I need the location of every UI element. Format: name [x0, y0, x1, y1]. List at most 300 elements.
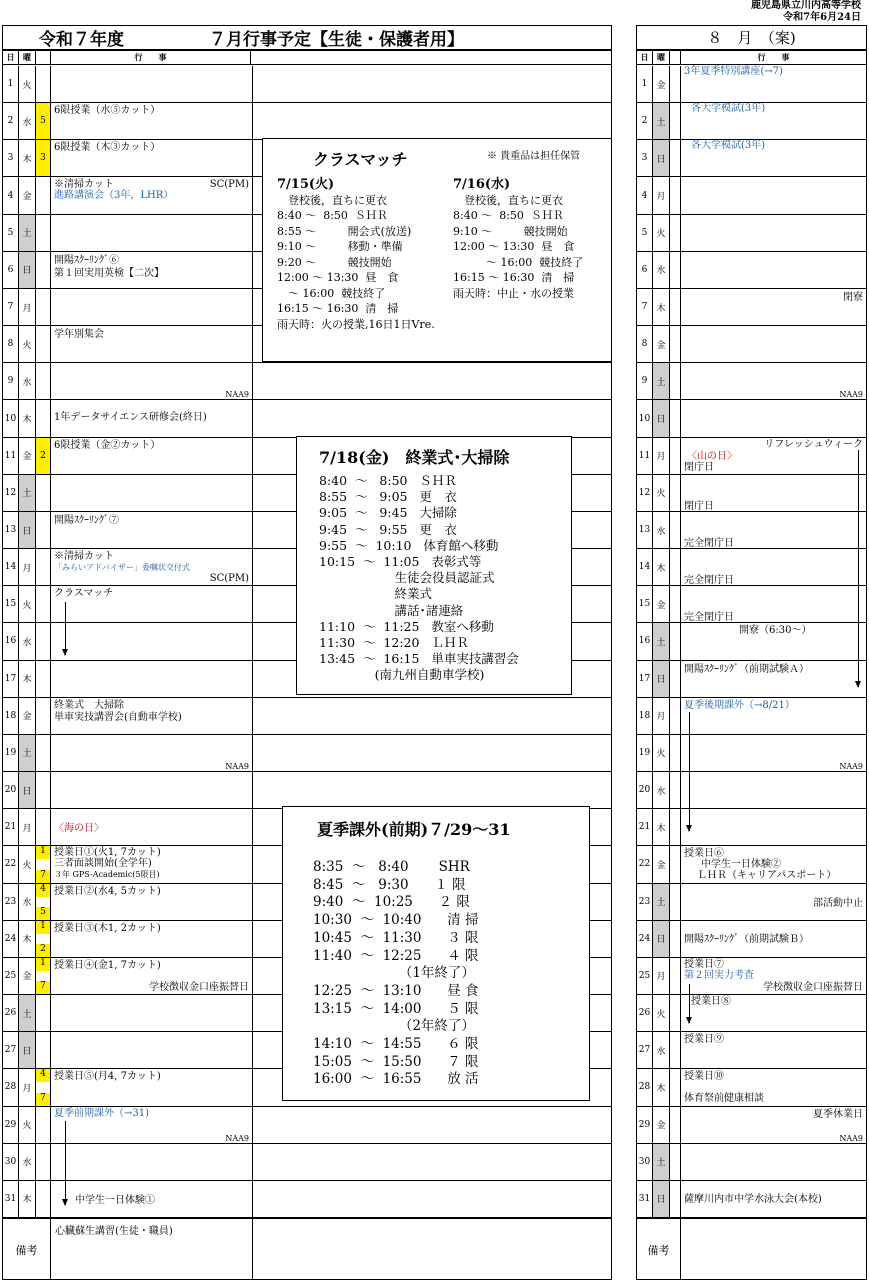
closing-lines-line: 9:45 ～ 9:55 更 衣 — [319, 521, 457, 537]
july-period-28 — [36, 1069, 51, 1105]
august-period-10 — [670, 400, 681, 436]
july-events-17 — [51, 661, 253, 697]
august-row-15 — [637, 586, 866, 623]
august-events-1 — [681, 66, 866, 102]
arrow-class-match-icon — [65, 602, 66, 654]
july-row-10 — [3, 400, 611, 437]
summer-lines-line: 15:05 ～ 15:50 ７ 限 — [313, 1053, 479, 1070]
august-row-24 — [637, 921, 866, 958]
august-row-17 — [637, 661, 866, 698]
august-day-28: 28 — [637, 1069, 653, 1105]
july-weekday-21: 月 — [19, 809, 36, 845]
august-events-28 — [681, 1069, 866, 1105]
august-day-12: 12 — [637, 475, 653, 511]
august-event: 部活動中止 — [813, 897, 863, 909]
august-day-22: 22 — [637, 846, 653, 882]
class_match-right-line: 登校後，直ちに更衣 — [453, 193, 563, 207]
class-match-title: クラスマッチ — [313, 150, 408, 169]
closing-lines-line: 13:45 ～ 16:15 単車実技講習会 — [319, 651, 519, 667]
august-period-14 — [670, 549, 681, 585]
july-events-15 — [51, 586, 253, 622]
class_match-left-line: 8:40 ～ 8:50 ＳＨＲ — [277, 209, 388, 222]
august-day-27: 27 — [637, 1032, 653, 1068]
july-event: SC(PM) — [209, 573, 249, 585]
july-events-20 — [51, 772, 253, 808]
july-day-15: 15 — [3, 586, 19, 622]
summer-lines-line: 11:40 ～ 12:25 ４ 限 — [313, 947, 479, 964]
closing-lines-line: 生徒会役員認証式 — [319, 570, 495, 586]
august-day-25: 25 — [637, 958, 653, 994]
august-period-12 — [670, 475, 681, 511]
august-event: 授業日⑨ — [684, 1034, 724, 1046]
july-weekday-5: 土 — [19, 215, 36, 251]
august-day-11: 11 — [637, 438, 653, 474]
august-weekday-3: 日 — [653, 140, 670, 176]
closing-lines-line: 終業式 — [319, 586, 432, 602]
august-event: NAA9 — [839, 1133, 863, 1143]
august-weekday-20: 水 — [653, 772, 670, 808]
august-day-24: 24 — [637, 921, 653, 957]
july-events-30 — [51, 1144, 253, 1180]
august-period-25 — [670, 958, 681, 994]
july-period-18 — [36, 698, 51, 734]
july-header-weekday: 曜 — [19, 51, 36, 64]
july-header-period — [36, 51, 51, 64]
august-row-31 — [637, 1181, 866, 1218]
july-weekday-18: 金 — [19, 698, 36, 734]
august-day-7: 7 — [637, 289, 653, 325]
august-row-1 — [637, 66, 866, 103]
august-event: 中学生一日体験② — [701, 859, 781, 871]
july-event: 6限授業（木③カット） — [54, 142, 161, 154]
august-weekday-8: 金 — [653, 326, 670, 362]
summer-lines-line: 8:35 ～ 8:40 SHR — [313, 859, 470, 875]
august-events-15 — [681, 586, 866, 622]
july-events-22 — [51, 846, 253, 882]
august-day-31: 31 — [637, 1181, 653, 1217]
july-weekday-25: 金 — [19, 958, 36, 994]
july-event: 夏季前期課外（→31) — [54, 1107, 150, 1119]
class_match-right-line: 9:10 ～ 競技開始 — [453, 224, 568, 238]
july-row-1 — [3, 66, 611, 103]
august-events-31 — [681, 1181, 866, 1217]
july-event: NAA9 — [225, 390, 249, 400]
july-period-29 — [36, 1107, 51, 1143]
july-day-26: 26 — [3, 995, 19, 1031]
august-events-6 — [681, 252, 866, 288]
august-weekday-22: 金 — [653, 846, 670, 882]
july-weekday-30: 水 — [19, 1144, 36, 1180]
august-header-weekday: 曜 — [653, 51, 670, 64]
august-weekday-9: 土 — [653, 363, 670, 399]
summer-title: 夏季課外(前期)７/29～31 — [317, 820, 511, 839]
july-period-start: 4 — [36, 884, 50, 897]
august-weekday-15: 金 — [653, 586, 670, 622]
arrow-exam-icon — [689, 984, 690, 1023]
august-row-9 — [637, 363, 866, 400]
july-period-2 — [36, 103, 51, 139]
august-period-20 — [670, 772, 681, 808]
august-weekday-30: 土 — [653, 1144, 670, 1180]
august-event: 完全閉庁日 — [684, 575, 734, 587]
july-remarks-text: 心臓蘇生講習(生徒・職員) — [55, 1226, 173, 1237]
july-period-25 — [36, 958, 51, 994]
july-title: 令和７年度 ７月行事予定【生徒・保護者用】 — [3, 26, 611, 51]
august-period-22 — [670, 846, 681, 882]
august-row-29 — [637, 1107, 866, 1144]
july-events-25 — [51, 958, 253, 994]
july-day-5: 5 — [3, 215, 19, 251]
july-period-6 — [36, 252, 51, 288]
july-events-9 — [51, 363, 253, 399]
august-weekday-11: 月 — [653, 438, 670, 474]
august-events-21 — [681, 809, 866, 845]
august-weekday-28: 木 — [653, 1069, 670, 1105]
august-weekday-5: 火 — [653, 215, 670, 251]
july-period-27 — [36, 1032, 51, 1068]
august-day-30: 30 — [637, 1144, 653, 1180]
july-weekday-9: 水 — [19, 363, 36, 399]
july-period-13 — [36, 512, 51, 548]
august-weekday-13: 水 — [653, 512, 670, 548]
august-day-29: 29 — [637, 1107, 653, 1143]
july-row-30 — [3, 1144, 611, 1181]
july-day-21: 21 — [3, 809, 19, 845]
class_match-left-line: 9:10 ～ 移動・準備 — [277, 240, 403, 253]
august-event: 閉庁日 — [684, 500, 714, 512]
august-events-18 — [681, 698, 866, 734]
summer-lines-line: 10:30 ～ 10:40 清 掃 — [313, 912, 479, 929]
july-day-25: 25 — [3, 958, 19, 994]
august-events-29 — [681, 1107, 866, 1143]
july-period-7 — [36, 289, 51, 325]
july-row-19 — [3, 735, 611, 772]
july-day-20: 20 — [3, 772, 19, 808]
class_match-left-line: 8:55 ～ 開会式(放送) — [277, 224, 412, 238]
july-event: 授業日②(水4, 5カット) — [54, 885, 161, 897]
august-events-4 — [681, 177, 866, 213]
july-event: NAA9 — [225, 761, 249, 771]
august-row-20 — [637, 772, 866, 809]
august-day-8: 8 — [637, 326, 653, 362]
august-header-period — [670, 51, 681, 64]
august-weekday-23: 土 — [653, 884, 670, 920]
august-events-25 — [681, 958, 866, 994]
july-row-20 — [3, 772, 611, 809]
august-day-10: 10 — [637, 400, 653, 436]
closing-lines-line: (南九州自動車学校) — [319, 667, 485, 683]
class_match-left-line: 7/15(火) — [277, 177, 335, 192]
july-period-9 — [36, 363, 51, 399]
school-name: 鹿児島県立川内高等学校 — [751, 0, 861, 11]
august-weekday-25: 月 — [653, 958, 670, 994]
august-period-19 — [670, 735, 681, 771]
july-weekday-11: 金 — [19, 438, 36, 474]
august-row-12 — [637, 475, 866, 512]
summer-lines-line: 8:45 ～ 9:30 １ 限 — [313, 876, 466, 893]
july-event: 三者面談開始(全学年) — [54, 858, 152, 870]
class-match-box — [262, 138, 612, 362]
july-period-10 — [36, 400, 51, 436]
july-events-18 — [51, 698, 253, 734]
august-day-5: 5 — [637, 215, 653, 251]
august-weekday-1: 金 — [653, 66, 670, 102]
july-period-17 — [36, 661, 51, 697]
july-period-end: 2 — [36, 944, 50, 957]
july-event: ３年 GPS-Academic(5限目) — [54, 870, 160, 880]
july-weekday-31: 木 — [19, 1181, 36, 1217]
august-event: 完全閉庁日 — [684, 537, 734, 549]
closing-lines-line: 10:15 ～ 11:05 表彰式等 — [319, 554, 482, 569]
august-events-27 — [681, 1032, 866, 1068]
august-weekday-26: 火 — [653, 995, 670, 1031]
august-day-18: 18 — [637, 698, 653, 734]
july-events-28 — [51, 1069, 253, 1105]
july-weekday-7: 月 — [19, 289, 36, 325]
august-weekday-2: 土 — [653, 103, 670, 139]
closing-lines-line: 8:40 ～ 8:50 ＳＨＲ — [319, 473, 457, 488]
august-events-16 — [681, 623, 866, 659]
arrow-summer-class-icon — [65, 1121, 66, 1205]
july-event: 授業日④(金1, 7カット) — [54, 959, 161, 971]
july-day-10: 10 — [3, 400, 19, 436]
july-weekday-16: 水 — [19, 623, 36, 659]
closing-ceremony-box — [296, 436, 572, 695]
august-event: 3年夏季特別講座(→7) — [684, 66, 783, 77]
august-period-29 — [670, 1107, 681, 1143]
august-row-11 — [637, 438, 866, 475]
august-row-30 — [637, 1144, 866, 1181]
july-day-1: 1 — [3, 66, 19, 102]
july-row-29 — [3, 1107, 611, 1144]
august-events-20 — [681, 772, 866, 808]
july-event: 6限授業（金②カット） — [54, 439, 161, 451]
august-weekday-12: 火 — [653, 475, 670, 511]
summer-lines-line: 10:45 ～ 11:30 ３ 限 — [313, 929, 479, 946]
closing-lines-line: 11:30 ～ 12:20 ＬＨＲ — [319, 635, 469, 650]
july-event: 〈海の日〉 — [54, 823, 104, 835]
august-weekday-21: 木 — [653, 809, 670, 845]
july-events-10 — [51, 400, 253, 436]
july-period-1 — [36, 66, 51, 102]
august-event: 〈山の日〉 — [687, 450, 737, 462]
july-events-4 — [51, 177, 253, 213]
july-day-18: 18 — [3, 698, 19, 734]
issue-date: 令和7年6月24日 — [783, 12, 861, 23]
july-day-17: 17 — [3, 661, 19, 697]
august-weekday-27: 水 — [653, 1032, 670, 1068]
july-event: クラスマッチ — [54, 588, 114, 600]
august-period-30 — [670, 1144, 681, 1180]
august-header-events: 行 事 — [757, 52, 790, 62]
july-period-start: 1 — [36, 846, 50, 859]
august-day-4: 4 — [637, 177, 653, 213]
august-row-7 — [637, 289, 866, 326]
july-events-14 — [51, 549, 253, 585]
july-event: ※清掃カット — [54, 551, 114, 563]
august-period-5 — [670, 215, 681, 251]
july-events-7 — [51, 289, 253, 325]
august-row-13 — [637, 512, 866, 549]
july-period-8 — [36, 326, 51, 362]
july-event: 第１回実用英検【二次】 — [54, 267, 164, 279]
august-event: 薩摩川内市中学水泳大会(本校) — [684, 1193, 822, 1205]
august-row-22 — [637, 846, 866, 883]
august-row-6 — [637, 252, 866, 289]
july-period-end: 7 — [36, 981, 50, 994]
august-events-19 — [681, 735, 866, 771]
july-weekday-29: 火 — [19, 1107, 36, 1143]
august-day-13: 13 — [637, 512, 653, 548]
august-period-1 — [670, 66, 681, 102]
class_match-right-line: 雨天時：中止・水の授業 — [453, 286, 574, 300]
july-remarks-label: 備考 — [3, 1219, 51, 1280]
august-weekday-19: 火 — [653, 735, 670, 771]
july-header-events: 行 事 — [51, 51, 251, 64]
july-period-24 — [36, 921, 51, 957]
august-event: 夏季後期課外（→8/21） — [684, 699, 795, 711]
summer-lines-line: 9:40 ～ 10:25 ２ 限 — [313, 894, 470, 911]
class_match-right-line: ～ 16:00 競技終了 — [453, 255, 584, 269]
august-row-16 — [637, 623, 866, 660]
august-events-12 — [681, 475, 866, 511]
july-day-28: 28 — [3, 1069, 19, 1105]
class_match-right-line: 8:40 ～ 8:50 ＳＨＲ — [453, 209, 564, 222]
august-event: 学校徴収金口座振替日 — [763, 981, 863, 993]
august-weekday-24: 日 — [653, 921, 670, 957]
july-period-11 — [36, 438, 51, 474]
august-event: 体育祭前健康相談 — [684, 1093, 764, 1105]
august-event: NAA9 — [839, 761, 863, 771]
july-weekday-27: 日 — [19, 1032, 36, 1068]
august-events-23 — [681, 884, 866, 920]
august-day-15: 15 — [637, 586, 653, 622]
july-event: 進路講演会（3年，LHR） — [54, 190, 174, 202]
july-period-20 — [36, 772, 51, 808]
august-period-13 — [670, 512, 681, 548]
august-rows — [637, 66, 866, 1218]
july-events-31 — [51, 1181, 253, 1217]
august-weekday-7: 木 — [653, 289, 670, 325]
august-period-17 — [670, 661, 681, 697]
july-period-3 — [36, 140, 51, 176]
arrow-late-summer-class-icon — [689, 712, 690, 831]
august-row-19 — [637, 735, 866, 772]
august-events-17 — [681, 661, 866, 697]
summer-lines-line: 12:25 ～ 13:10 昼 食 — [313, 982, 479, 999]
august-day-1: 1 — [637, 66, 653, 102]
august-events-2 — [681, 103, 866, 139]
august-day-16: 16 — [637, 623, 653, 659]
july-row-9 — [3, 363, 611, 400]
july-header-blank — [251, 51, 611, 64]
july-day-9: 9 — [3, 363, 19, 399]
july-period-31 — [36, 1181, 51, 1217]
august-events-30 — [681, 1144, 866, 1180]
july-day-31: 31 — [3, 1181, 19, 1217]
july-period-start: 1 — [36, 958, 50, 971]
class_match-right-line: 7/16(水) — [453, 177, 511, 192]
july-weekday-12: 土 — [19, 475, 36, 511]
july-period-14 — [36, 549, 51, 585]
july-period-21 — [36, 809, 51, 845]
august-period-6 — [670, 252, 681, 288]
july-row-31 — [3, 1181, 611, 1218]
class_match-left-line: 雨天時：火の授業,16日1日Vre. — [277, 317, 435, 331]
july-remarks — [3, 1218, 611, 1280]
july-events-24 — [51, 921, 253, 957]
july-event: 授業日③(木1, 2カット) — [54, 922, 161, 934]
july-period-19 — [36, 735, 51, 771]
july-day-22: 22 — [3, 846, 19, 882]
august-period-21 — [670, 809, 681, 845]
august-events-8 — [681, 326, 866, 362]
august-weekday-31: 日 — [653, 1181, 670, 1217]
august-events-11 — [681, 438, 866, 474]
july-events-29 — [51, 1107, 253, 1143]
july-events-2 — [51, 103, 253, 139]
july-period-23 — [36, 884, 51, 920]
august-events-24 — [681, 921, 866, 957]
class-match-note: ※ 貴重品は担任保管 — [487, 151, 581, 162]
august-period-8 — [670, 326, 681, 362]
class_match-right-line: 16:15 ～ 16:30 清 掃 — [453, 271, 575, 284]
august-event: 授業日⑧ — [691, 996, 731, 1008]
july-header-row — [3, 51, 611, 65]
august-event: 開陽ｽｸｰﾘﾝｸﾞ（前期試験Ａ） — [684, 663, 809, 675]
august-period-26 — [670, 995, 681, 1031]
august-day-17: 17 — [637, 661, 653, 697]
august-period-3 — [670, 140, 681, 176]
july-day-29: 29 — [3, 1107, 19, 1143]
august-day-26: 26 — [637, 995, 653, 1031]
july-weekday-19: 土 — [19, 735, 36, 771]
august-weekday-10: 日 — [653, 400, 670, 436]
school-header — [751, 0, 861, 24]
summer-class-box — [282, 806, 590, 1101]
july-weekday-26: 土 — [19, 995, 36, 1031]
july-events-12 — [51, 475, 253, 511]
july-weekday-15: 火 — [19, 586, 36, 622]
august-period-7 — [670, 289, 681, 325]
august-header-row — [637, 51, 866, 65]
july-period-end: 7 — [36, 1093, 50, 1106]
august-row-18 — [637, 698, 866, 735]
july-events-19 — [51, 735, 253, 771]
closing-lines-line: 9:05 ～ 9:45 大掃除 — [319, 505, 457, 521]
august-events-5 — [681, 215, 866, 251]
july-events-13 — [51, 512, 253, 548]
august-remarks-label: 備考 — [637, 1219, 681, 1280]
august-day-3: 3 — [637, 140, 653, 176]
august-event: 各大学模試(3年) — [691, 140, 766, 152]
august-period-28 — [670, 1069, 681, 1105]
july-row-18 — [3, 698, 611, 735]
july-weekday-17: 木 — [19, 661, 36, 697]
closing-title: 7/18(金) 終業式･大掃除 — [319, 448, 510, 467]
july-event: SC(PM) — [209, 179, 249, 191]
class_match-left-line: ～ 16:00 競技終了 — [277, 286, 386, 300]
july-weekday-6: 日 — [19, 252, 36, 288]
july-period-end: 7 — [36, 870, 50, 883]
july-period-22 — [36, 846, 51, 882]
july-events-27 — [51, 1032, 253, 1068]
august-event: 各大学模試(3年) — [691, 103, 766, 115]
july-events-3 — [51, 140, 253, 176]
july-period-start: 4 — [36, 1069, 50, 1082]
july-day-30: 30 — [3, 1144, 19, 1180]
august-row-8 — [637, 326, 866, 363]
